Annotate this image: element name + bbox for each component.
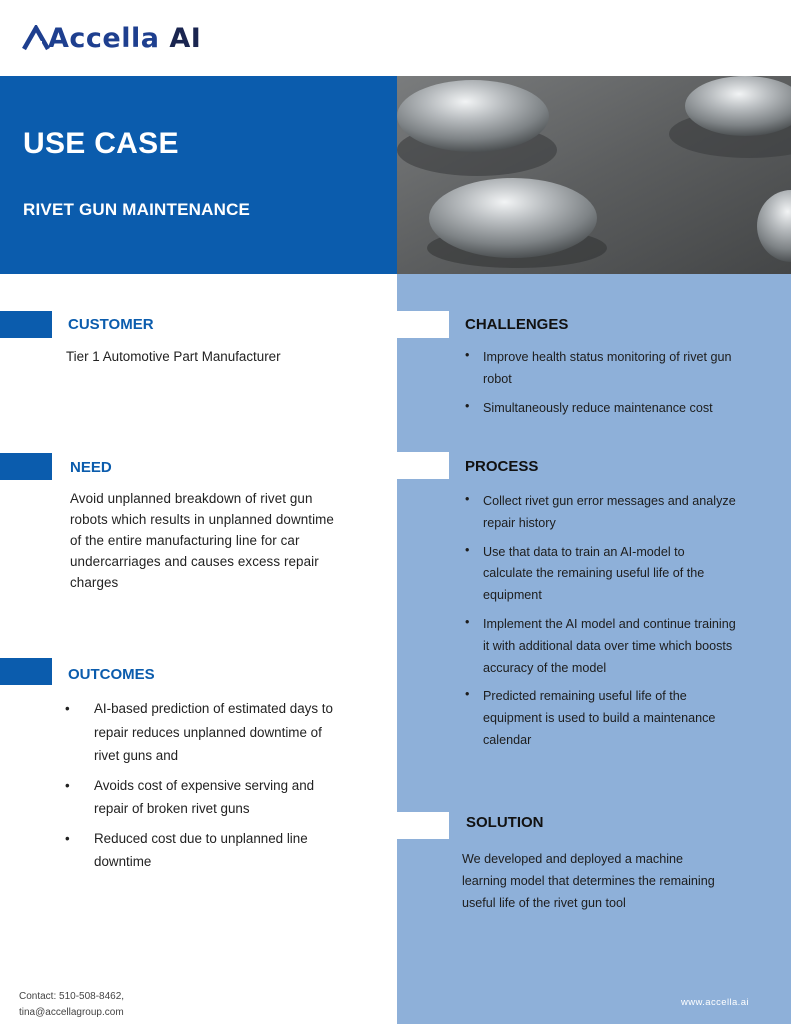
outcome-line: • AI-based prediction of estimated days to: [94, 701, 333, 716]
logo-suffix: AI: [169, 22, 202, 54]
challenge-line: • Improve health status monitoring of rivet gun: [483, 350, 732, 364]
list-item: [65, 697, 385, 768]
process-heading: PROCESS: [465, 458, 539, 475]
list-item: [65, 827, 385, 874]
challenges-section-marker: [397, 311, 449, 338]
logo-wordmark: [48, 23, 201, 54]
solution-line: useful life of the rivet gun tool: [462, 895, 626, 910]
list-item: [465, 614, 780, 679]
challenge-line: • Simultaneously reduce maintenance cost: [483, 400, 713, 415]
process-line: • Use that data to train an AI-model to: [483, 544, 685, 559]
outcome-line: repair reduces unplanned downtime of: [94, 724, 322, 740]
need-line: charges: [70, 575, 119, 590]
process-line: calendar: [483, 732, 532, 747]
hero-banner: [0, 76, 397, 274]
list-item: [465, 542, 780, 607]
logo-brand: Accella: [48, 22, 160, 54]
need-line: Avoid unplanned breakdown of rivet gun: [70, 491, 313, 506]
list-item: [465, 686, 780, 751]
page-subtitle: RIVET GUN MAINTENANCE: [23, 200, 251, 219]
contact-phone: Contact: 510-508-8462,: [19, 991, 125, 1002]
need-line: of the entire manufacturing line for car: [70, 533, 300, 548]
customer-text: Tier 1 Automotive Part Manufacturer: [66, 349, 281, 364]
solution-text: [462, 849, 715, 914]
process-list: [465, 491, 780, 759]
rivet-heads-photo: [397, 76, 791, 274]
list-item: [465, 347, 775, 391]
customer-section-marker: [0, 311, 52, 338]
process-line: • Predicted remaining useful life of the: [483, 689, 687, 704]
list-item: [465, 491, 780, 535]
process-line: accuracy of the model: [483, 660, 607, 675]
process-line: • Collect rivet gun error messages and analyze: [483, 494, 736, 508]
outcome-line: • Reduced cost due to unplanned line: [94, 830, 308, 846]
process-line: • Implement the AI model and continue training: [483, 616, 736, 631]
customer-heading: CUSTOMER: [68, 316, 154, 333]
outcomes-heading: OUTCOMES: [68, 666, 155, 683]
solution-line: We developed and deployed a machine: [462, 852, 684, 866]
process-line: equipment: [483, 588, 542, 603]
contact-email[interactable]: tina@accellagroup.com: [19, 1006, 124, 1018]
need-line: robots which results in unplanned downtime: [70, 512, 334, 527]
list-item: [465, 398, 775, 420]
outcomes-section-marker: [0, 658, 52, 685]
process-line: equipment is used to build a maintenance: [483, 711, 716, 726]
solution-heading: SOLUTION: [466, 814, 544, 831]
process-line: it with additional data over time which boosts: [483, 638, 733, 653]
process-line: calculate the remaining useful life of the: [483, 566, 705, 581]
need-heading: NEED: [70, 459, 112, 476]
process-line: repair history: [483, 515, 556, 530]
outcomes-list: [65, 697, 385, 880]
outcome-line: downtime: [94, 854, 152, 869]
list-item: [65, 774, 385, 821]
challenge-line: robot: [483, 371, 512, 386]
process-section-marker: [397, 452, 449, 479]
solution-line: learning model that determines the remaining: [462, 873, 715, 888]
need-section-marker: [0, 453, 52, 480]
outcome-line: • Avoids cost of expensive serving and: [94, 777, 315, 793]
need-line: undercarriages and causes excess repair: [70, 554, 319, 569]
outcome-line: rivet guns and: [94, 748, 179, 763]
outcome-line: repair of broken rivet guns: [94, 801, 250, 816]
challenges-list: [465, 347, 775, 426]
challenges-heading: CHALLENGES: [465, 316, 569, 333]
solution-section-marker: [397, 812, 449, 839]
contact-info: [19, 989, 124, 1020]
company-logo: [22, 24, 201, 52]
page-title: USE CASE: [23, 127, 179, 160]
website-link[interactable]: www.accella.ai: [681, 997, 749, 1008]
need-text: [70, 488, 334, 593]
